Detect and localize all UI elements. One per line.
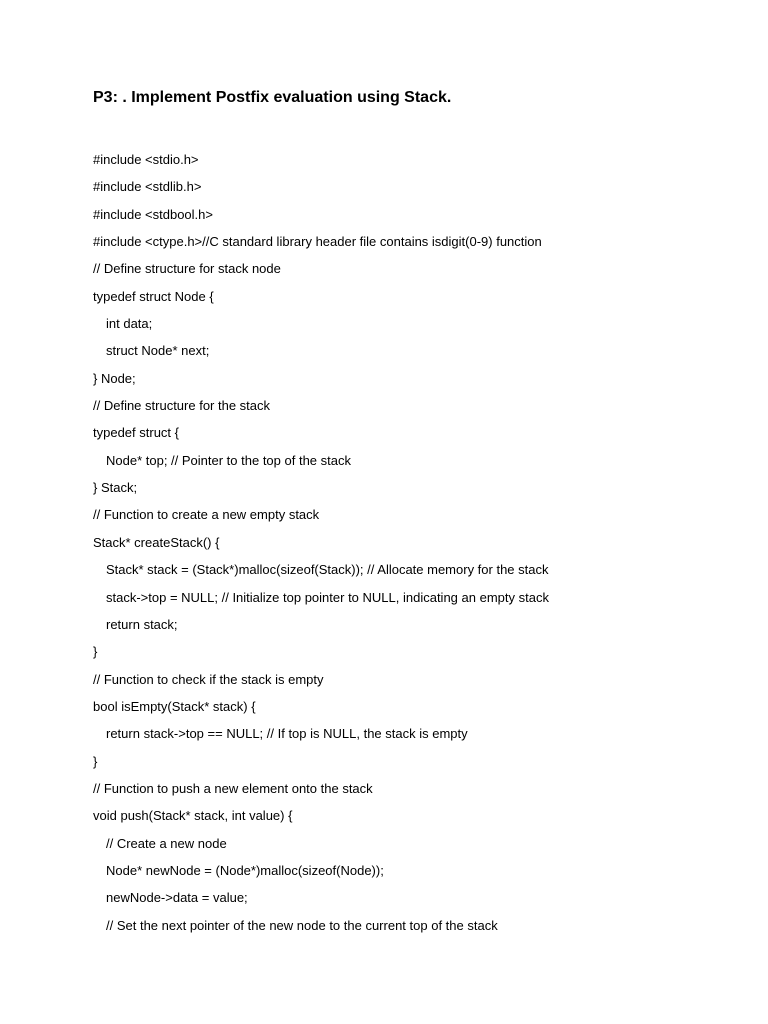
- code-line: typedef struct {: [93, 425, 179, 441]
- code-line: #include <stdio.h>: [93, 152, 199, 167]
- code-line: } Node;: [93, 370, 136, 386]
- code-line: }: [93, 644, 98, 660]
- code-line: typedef struct Node {: [93, 288, 214, 304]
- code-line: bool isEmpty(Stack* stack) {: [93, 698, 256, 714]
- code-listing: [93, 150, 549, 943]
- code-line: // Function to push a new element onto the stack: [93, 780, 373, 796]
- code-line: struct Node* next;: [106, 343, 210, 359]
- code-line: // Create a new node: [106, 835, 227, 851]
- code-line: Stack* stack = (Stack*)malloc(sizeof(Stack)); // Allocate memory for the stack: [106, 562, 549, 578]
- code-line: // Function to check if the stack is empty: [93, 671, 324, 687]
- code-line: // Set the next pointer of the new node to the current top of the stack: [106, 917, 498, 933]
- code-line: #include <stdbool.h>: [93, 206, 213, 222]
- code-line: Node* newNode = (Node*)malloc(sizeof(Node));: [106, 862, 384, 878]
- code-line: Stack* createStack() {: [93, 534, 220, 550]
- code-line: int data;: [106, 316, 153, 332]
- code-line: Node* top; // Pointer to the top of the stack: [106, 452, 351, 468]
- code-line: #include <stdlib.h>: [93, 179, 202, 195]
- code-line: #include <ctype.h>//C standard library header file contains isdigit(0-9) function: [93, 234, 542, 250]
- code-line: stack->top = NULL; // Initialize top pointer to NULL, indicating an empty stack: [106, 589, 549, 605]
- code-line: }: [93, 753, 98, 769]
- code-line: // Define structure for the stack: [93, 398, 271, 414]
- code-line: void push(Stack* stack, int value) {: [93, 808, 293, 824]
- code-line: return stack;: [106, 616, 178, 632]
- page-title: P3: . Implement Postfix evaluation using Stack.: [93, 89, 452, 106]
- code-line: // Function to create a new empty stack: [93, 507, 320, 523]
- code-line: return stack->top == NULL; // If top is NULL, the stack is empty: [106, 726, 468, 742]
- code-line: } Stack;: [93, 480, 138, 496]
- code-line: newNode->data = value;: [106, 890, 248, 906]
- code-line: // Define structure for stack node: [93, 261, 281, 277]
